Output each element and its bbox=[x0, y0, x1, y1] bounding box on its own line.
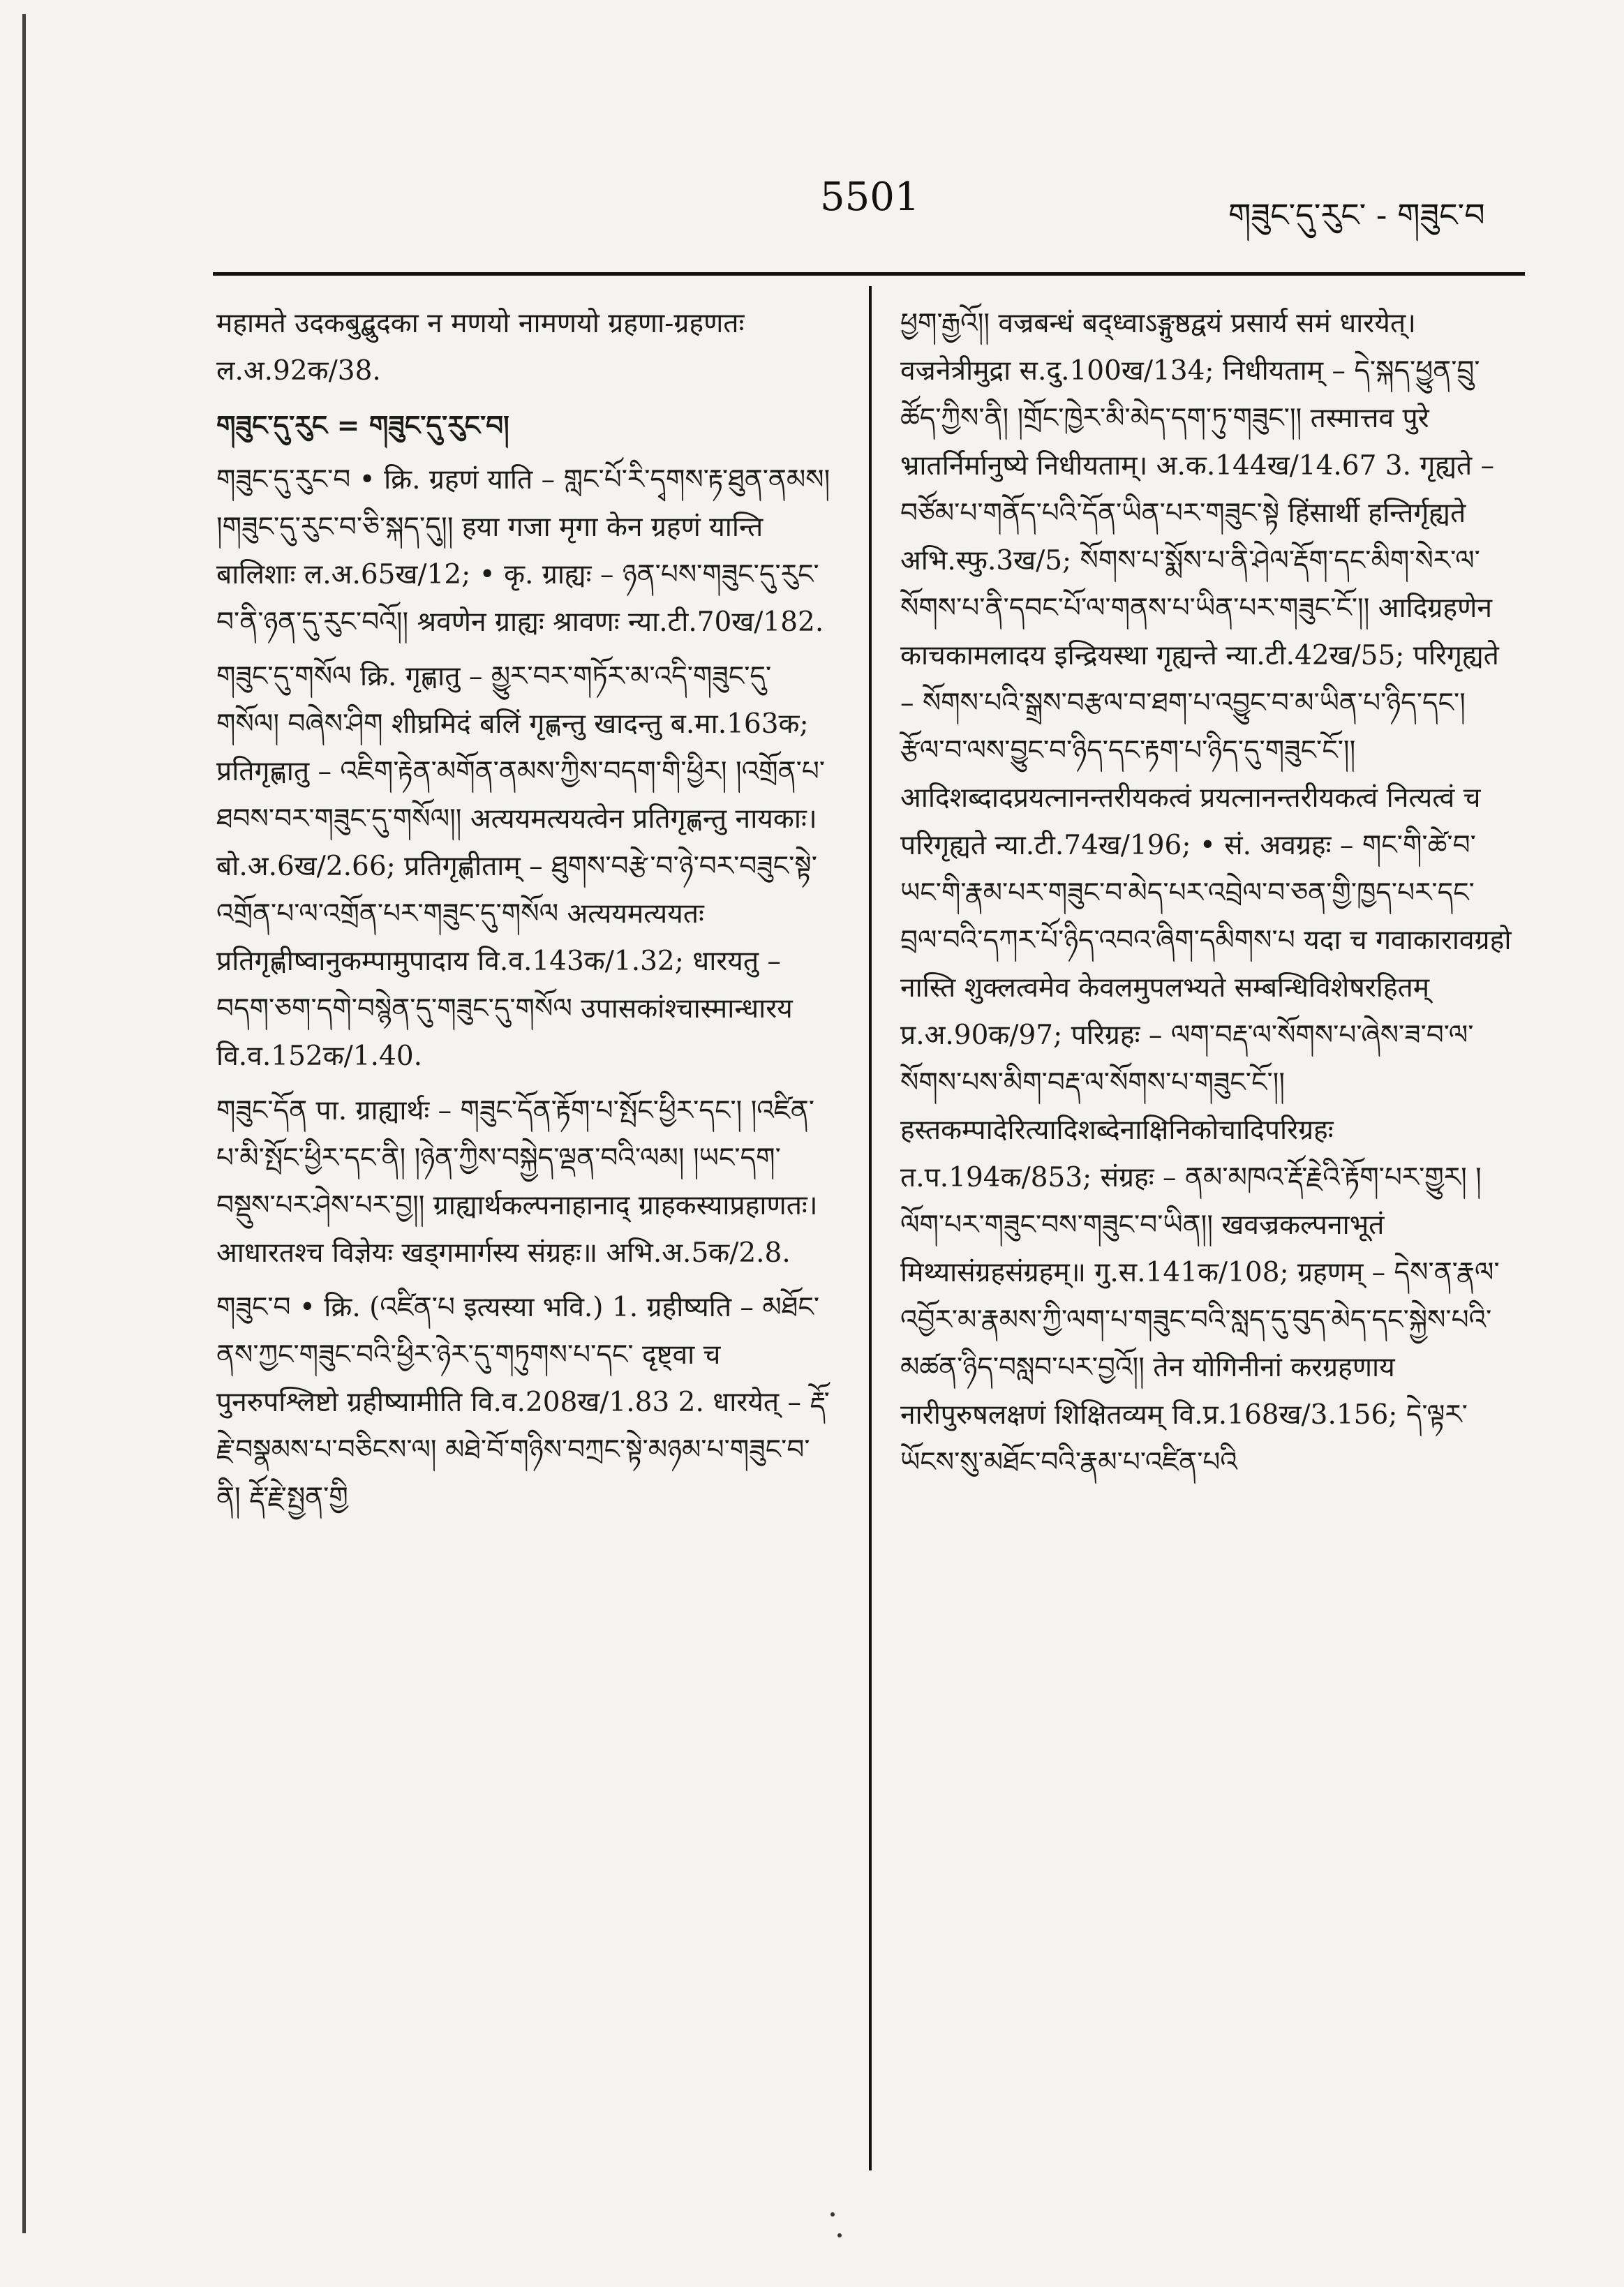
dictionary-entry: གཟུང་དུ་གསོལ क्रि. गृह्णातु – མྱུར་བར་གཏོར་མ་འདི་གཟུང་དུ་གསོལ། བཞེས་ཤིག शीघ्रमिदं बलिं गृह्णन्तु खादन्तु ब.मा.163क; प्रतिगृह्णातु – འཇིག་རྟེན་མགོན་ནམས་ཀྱིས་བདག་གི་ཕྱིར། །འགྲོན་པ་ཐབས་བར་གཟུང་དུ་གསོལ།། अत्ययमत्ययत्वेन प्रतिगृह्णन्तु नायकाः। बो.अ.6ख/2.66; प्रतिगृह्णीताम् – ཐུགས་བརྩེ་བ་ཉེ་བར་བཟུང་སྟེ་འགྲོན་པ་ལ་འགྲོན་པར་གཟུང་དུ་གསོལ अत्ययमत्ययतः प्रतिगृह्णीष्वानुकम्पामुपादाय वि.व.143क/1.32; धारयतु – བདག་ཅག་དགེ་བསྙེན་དུ་གཟུང་དུ་གསོལ उपासकांश्चास्मान्धारय वि.व.152क/1.40. bbox=[216, 661, 826, 1072]
left-column bbox=[216, 300, 830, 1528]
running-head: གཟུང་དུ་རུང་ - གཟུང་བ bbox=[1228, 196, 1485, 234]
dictionary-entry: महामते उदकबुद्बुदका न मणयो नामणयो ग्रहणा-ग्रहणतः ल.अ.92क/38. bbox=[216, 308, 745, 387]
scan-margin-line bbox=[22, 14, 26, 2233]
dictionary-entry: གཟུང་དོན पा. ग्राह्यार्थः – གཟུང་དོན་རྟོག་པ་སྤོང་ཕྱིར་དང་། །འཛིན་པ་མི་སྤོང་ཕྱིར་དང་ནི། །ཉེན་ཀྱིས་བསྐྱེད་ལྡན་བའི་ལམ། །ཡང་དག་བསྡུས་པར་ཤེས་པར་བྱ།། ग्राह्यार्थकल्पनाहानाद् ग्राहकस्याप्रहाणतः। आधारतश्च विज्ञेयः खड्गमार्गस्य संग्रहः॥ अभि.अ.5क/2.8. bbox=[216, 1095, 818, 1269]
column-divider bbox=[869, 286, 872, 2170]
dictionary-entry: གཟུང་དུ་རུང་བ • क्रि. ग्रहणं याति – གླང་པོ་རི་དྭགས་རྟ་ཐུན་ནམས། །གཟུང་དུ་རུང་བ་ཅི་སྐད་དུ།། हया गजा मृगा केन ग्रहणं यान्ति बालिशाः ल.अ.65ख/12; • कृ. ग्राह्यः – ཉན་པས་གཟུང་དུ་རུང་བ་ནི་ཉན་དུ་རུང་བའོ།། श्रवणेन ग्राह्यः श्रावणः न्या.टी.70ख/182. bbox=[216, 464, 830, 638]
dictionary-entry: ཕྱག་རྒྱའོ།། वज्रबन्धं बद्ध्वाऽङ्गुष्ठद्वयं प्रसार्य समं धारयेत्। वज्रनेत्रीमुद्रा स.दु.100ख/134; निधीयताम् – དེ་སྐད་ཕྱུན་བྲུ་ཚོད་ཀྱིས་ནི། །གྲོང་ཁྱེར་མི་མེད་དག་ཏུ་གཟུང་།། तस्मात्तव पुरे भ्रातर्निर्मानुष्ये निधीयताम्। अ.क.144ख/14.67 3. गृह्यते – བཙོམ་པ་གནོད་པའི་དོན་ཡིན་པར་གཟུང་སྟེ हिंसार्थी हन्तिर्गृह्यते अभि.स्फु.3ख/5; སོགས་པ་སྨོས་པ་ནི་ཤེལ་རྡོག་དང་མིག་སེར་ལ་སོགས་པ་ནི་དབང་པོ་ལ་གནས་པ་ཡིན་པར་གཟུང་ངོ་།། आदिग्रहणेन काचकामलादय इन्द्रियस्था गृह्यन्ते न्या.टी.42ख/55; परिगृह्यते – སོགས་པའི་སྒྲས་བརྩལ་བ་ཐག་པ་འབྱུང་བ་མ་ཡིན་པ་ཉིད་དང་། རྩོལ་བ་ལས་བྱུང་བ་ཉིད་དང་རྟག་པ་ཉིད་དུ་གཟུང་ངོ་།། आदिशब्दादप्रयत्नानन्तरीयकत्वं प्रयत्नानन्तरीयकत्वं नित्यत्वं च परिगृह्यते न्या.टी.74ख/196; • सं. अवग्रहः – གང་གི་ཚེ་བ་ཡང་གི་རྣམ་པར་གཟུང་བ་མེད་པར་འབྲེལ་བ་ཅན་གྱི་ཁྱད་པར་དང་བྲལ་བའི་དཀར་པོ་ཉིད་འབའ་ཞིག་དམིགས་པ यदा च गवाकारावग्रहो नास्ति शुक्लत्वमेव केवलमुपलभ्यते सम्बन्धिविशेषरहितम् प्र.अ.90क/97; परिग्रहः – ལག་བརྡ་ལ་སོགས་པ་ཞེས་ཟ་བ་ལ་སོགས་པས་མིག་བརྡ་ལ་སོགས་པ་གཟུང་ངོ་།། हस्तकम्पादेरित्यादिशब्देनाक्षिनिकोचादिपरिग्रहः त.प.194क/853; संग्रहः – ནམ་མཁའ་རྡོ་རྗེའི་རྟོག་པར་གྱུར། །ལོག་པར་གཟུང་བས་གཟུང་བ་ཡིན།། खवज्रकल्पनाभूतं मिथ्यासंग्रहसंग्रहम्॥ गु.स.141क/108; ग्रहणम् – དེས་ན་རྣལ་འབྱོར་མ་རྣམས་ཀྱི་ལག་པ་གཟུང་བའི་སླད་དུ་བུད་མེད་དང་སྐྱེས་པའི་མཚན་ཉིད་བསླབ་པར་བྱའོ།། तेन योगिनीनां करग्रहणाय नारीपुरुषलक्षणं शिक्षितव्यम् वि.प्र.168ख/3.156; དེ་ལྟར་ཡོངས་སུ་མཐོང་བའི་རྣམ་པ་འཛིན་པའི bbox=[900, 308, 1512, 1478]
dictionary-entry: གཟུང་བ • क्रि. (འཛིན་པ इत्यस्या भवि.) 1. ग्रहीष्यति – མཐོང་ནས་ཀྱང་གཟུང་བའི་ཕྱིར་ཉེར་དུ་གཏུགས་པ་དང་ दृष्ट्वा च पुनरुपश्लिष्टो ग्रहीष्यामीति वि.व.208ख/1.83 2. धारयेत् – རྡོ་རྗེ་བསྣམས་པ་བཅིངས་ལ། མཐེ་བོ་གཉིས་བཀྲང་སྟེ་མཉམ་པ་གཟུང་བ་ནི། རྡོ་རྗེ་སྤྱན་གྱི bbox=[216, 1292, 830, 1513]
page-number: 5501 bbox=[820, 174, 920, 220]
right-column bbox=[900, 300, 1514, 1493]
scan-speck bbox=[837, 2233, 842, 2237]
header-rule bbox=[213, 272, 1525, 276]
dictionary-entry: གཟུང་དུ་རུང = གཟུང་དུ་རུང་བ། bbox=[216, 410, 509, 442]
scan-speck bbox=[830, 2212, 835, 2217]
